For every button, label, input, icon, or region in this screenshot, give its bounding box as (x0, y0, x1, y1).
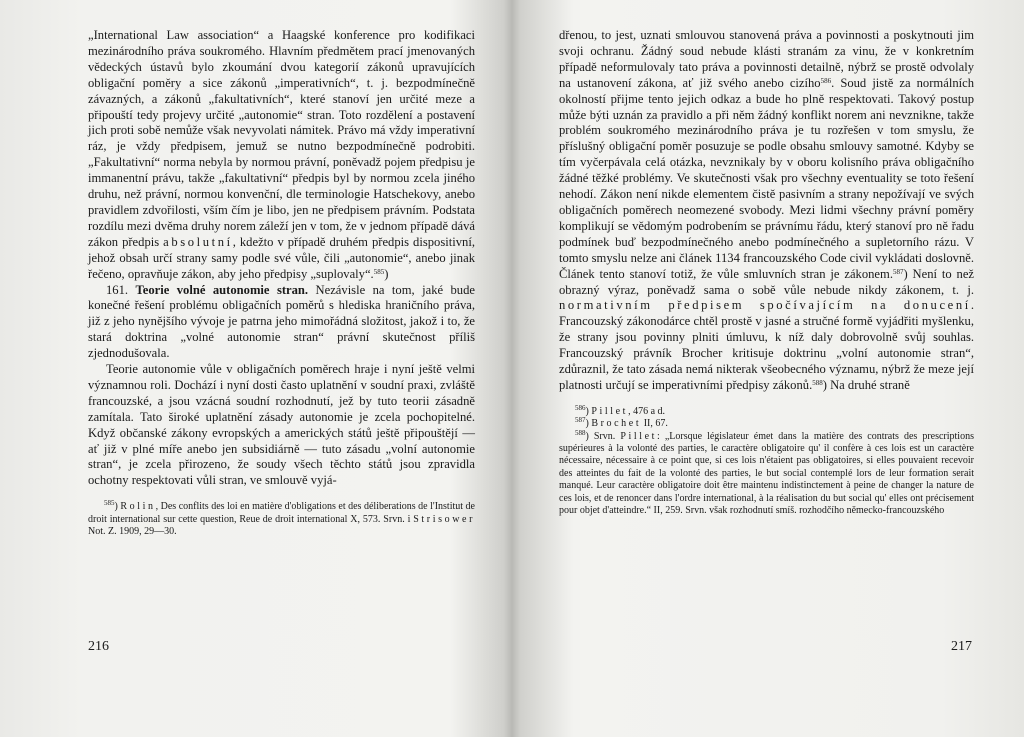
text-run: , kdežto v případě druhém předpis dispositivní, jehož obsah určí strany samy podle své vůle, čili „autonomie“, anebo jinak řečeno, opravňuje zákon, aby jeho předpisy „suplovaly“. (88, 234, 475, 281)
section-text: Nezávisle na tom, jaké bude konečné řešení problému obligačních poměrů s hlediska hraničního práva, již z jeho nynějšího vývoje je patrna jeho mimořádná složitost, jakož i to, že stará doktrina „volné autonomie stran“ právní skutečnost příliš zjednodušovala. (88, 282, 475, 361)
footnote-text: II, 67. (641, 418, 668, 430)
footnote-author: Rolin (120, 501, 156, 513)
spaced-emphasis: absolutní (163, 234, 233, 249)
footnote-text: , Des conflits des loi en matière d'obligations et des déliberations de l'Institut de droit international sur cette question, Reue de droit international X, 573. Srvn. i (88, 501, 475, 525)
right-page (519, 0, 1024, 737)
right-paragraph-1 (559, 28, 974, 394)
left-footnotes (88, 501, 475, 538)
page-number-right: 217 (951, 639, 972, 654)
footnote-text: Not. Z. 1909, 29—30. (88, 526, 177, 538)
footnote-number: 585 (104, 499, 115, 508)
right-body-text (559, 28, 974, 394)
footnote-text: : „Lorsque législateur émet dans la matière des contrats des prescriptions supérieures à la volonté des parties, le caractère obligatoire qu' il confère à ces lois est un caractère nécessaire, nécessaire à ce point que, si ces lois n'étaient pas obligatoires, si elles pouvaient recevoir des atteintes du fait de la volonté des parties, le but social contemplé lors de leur formation serait manqué. Leur caractère obligatoire doit être maintenu indistinctement à peine de changer la nature de ces lois, et de renoncer dans l'ordre international, à la réalisation du but social qu' elles ont précisement pour objet d'atteindre.“ II, 259. Srvn. však rozhodnutí smíš. rozhodčího německo-francouzského (559, 430, 974, 517)
footnote-reference: 588 (812, 378, 823, 387)
section-161 (88, 283, 475, 363)
footnote-author: Pillet (620, 430, 658, 442)
text-run: dřenou, to jest, uznati smlouvou stanovená práva a povinnosti a poskytnouti jim svoji ochranu. Žádný soud nebude klásti stranám za vinu, že v konkretním případě neformulovaly tato práva a povinnosti detailně, nýbrž se prostě odvolaly na ustanovení zákona, ať již svého anebo cizího (559, 28, 974, 90)
left-body-text (88, 28, 475, 489)
footnote-number: 587 (575, 416, 586, 425)
text-run: . Francouzský zákonodárce chtěl prostě v jasné a stručné formě vyjádřiti myšlenku, že strany jsou povinny plniti úmluvu, k níž daly dobrovolně svůj souhlas. Francouzský právník Brocher kritisuje doktrinu „volní autonomie stran“, zdůraznil, že tato zásada nemá nikterak všeobecného významu, nýbrž že meze její platnosti určují se imperativními předpisy zákonů. (559, 298, 974, 392)
footnote-reference: 585 (373, 267, 385, 276)
left-paragraph-1 (88, 28, 475, 283)
footnote-author: Pillet (591, 405, 629, 417)
footnote-text: Srvn. (593, 430, 621, 442)
footnote-number: 586 (575, 403, 586, 412)
footnote-author: Strisower (413, 513, 475, 525)
text-run: ) Na druhé straně (822, 377, 910, 392)
text-run: ) (384, 266, 389, 281)
footnote-588: $^{588}$) Srvn. Pillet: „Lorsque législateur émet dans la matière des contrats des prescriptions supérieures à la volonté des parties, le caractère obligatoire qu' il confère à ces lois est un caractère nécessaire, nécessaire à ce point que, si ces lois n'étaient pas obligatoires, si elles pouvaient recevoir des atteintes du fait de la volonté des parties, le but social contemplé lors de leur formation serait manqué. Leur caractère obligatoire doit être maintenu indistinctement à peine de changer la nature de ces lois, et de renoncer dans l'ordre international, à la réalisation du but social qu' elles ont précisement pour objet d'atteindre.“ II, 259. Srvn. však rozhodnutí smíš. rozhodčího německo-francouzského (559, 428, 974, 517)
text-run: ) Není to než obrazný výraz, poněvadž sama o sobě vůle nebude nikdy zákonem, t. j. (559, 266, 974, 297)
text-run: „International Law association“ a Haagské konference pro kodifikaci mezinárodního práva soukromého. Hlavním předmětem prací jmenovaných vědeckých ústavů bylo zkoumání dvou kategorií zákonů upravujících obligační poměry a sice zákonů „imperativních“, t. j. bezpodmínečně závazných, a zákonů „fakultativních“, které stanoví jen určité meze a připouští tedy projevy určité „autonomie“ stran. Toto rozdělení a postavení jich proti sobě nemůže však nevyvolati námitek. Právo má vždy imperativní ráz, je vždy předpisem, jemuž se nutno bezpodmínečně podrobiti. „Fakultativní“ norma nebyla by normou právní, poněvadž pojem předpisu je immanentní právu, takže „fakultativní“ předpis byl by normou zcela jiného druhu, než právní, normou konvenční, dle terminologie Hatschekovy, anebo pravidlem zdvořilosti, vším čím je libo, jen ne předpisem právním. Podstata rozdílu mezi dvěma druhy norem záleží jen v tom, že v jednom případě dává zákon předpis (88, 28, 475, 249)
footnote-number: 588 (575, 428, 586, 437)
page-number-left: 216 (88, 639, 109, 654)
footnote-585: $^{585}$) Rolin, Des conflits des loi en matière d'obligations et des déliberations de l'Institut de droit international sur cette question, Reue de droit international X, 573. Srvn. i Strisower Not. Z. 1909, 29—30. (88, 499, 475, 538)
left-paragraph-3: Teorie autonomie vůle v obligačních poměrech hraje i nyní ještě velmi významnou roli. Dochází i nyní dosti často uplatnění v soudní praxi, zvláště francouzské, a jsou vzácná soudní rozhodnutí, jež by tuto teorii zásadně zamítala. Tato široké uplatnění zásady autonomie je zcela pochopitelné. Když občanské zákony evropských a amerických států ještě připouštějí — ať již v plné míře anebo jen subsidiárně — tuto zásadu „volní autonomie stran“, je zcela přirozeno, že soudy všech těchto států jsou zpravidla ochotny respektovati vůli stran, ve smlouvě vyjá- (88, 362, 475, 488)
spaced-emphasis: normativním předpisem spočívajícím na donucení (559, 298, 971, 313)
section-title: Teorie volné autonomie stran. (135, 282, 309, 297)
text-run: . Soud jistě za normálních okolností přijme tento jejich odkaz a bude ho plně respektovati. Takový postup může býti uznán za pravidlo a při něm žádný konflikt norem ani nevznikne, takže problém soukromého mezinárodního práva je tu rozřešen v tom smyslu, že příslušný obligační poměr posuzuje se podle obsahu smlouvy samotné. Kdyby se tím vyčerpávala celá otázka, nevznikaly by v oboru kolisního práva obligačního žádné těžké problémy. Ve skutečnosti však pro všechny eventuality se toto řešení nehodí. Zákon není nikde elementem čistě pasivním a strany nepožívají ve svých obligačních poměrech neomezené svobody. Mezi lidmi všechny právní poměry komplikují se vědomým podrobením se právnímu řádu, který stanoví pro ně řadu podmínek buď bezpodmínečného anebo podmínečného a supletorního rázu. V tomto smyslu nelze ani článek 1134 francouzského Code civil vykládati doslovně. Článek tento stanoví totiž, že vůle smluvních stran je zákonem. (559, 75, 974, 281)
footnote-586: $^{586}$) Pillet, 476 a d. (575, 403, 666, 417)
footnote-text: , 476 a d. (628, 405, 666, 417)
footnote-author: Brochet (591, 418, 642, 430)
right-footnotes (559, 403, 974, 518)
footnote-reference: 587 (892, 267, 904, 276)
footnote-reference: 586 (820, 76, 832, 85)
section-number: 161. (106, 282, 129, 297)
footnote-587: $^{587}$) Brochet II, 67. (575, 416, 668, 430)
left-page (0, 0, 505, 737)
